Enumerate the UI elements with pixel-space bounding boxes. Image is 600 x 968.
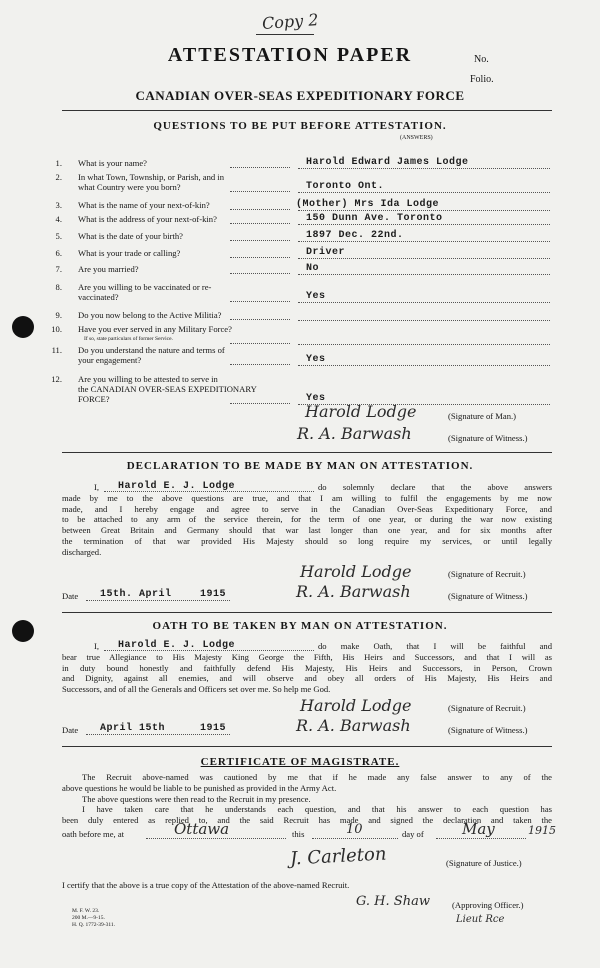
oath-i-label: I,: [94, 641, 100, 651]
paragraph-line: the termination of that war provided His Majesty should so long require my services, or until legally: [62, 536, 552, 546]
question-leader-dots: [230, 403, 290, 404]
officer-rank-note: Lieut Rce: [456, 914, 505, 925]
paragraph-line: I have taken care that he understands each question, and that his answer to each question has: [82, 804, 552, 815]
questions-heading: QUESTIONS TO BE PUT BEFORE ATTESTATION.: [153, 120, 447, 132]
declaration-i-label: I,: [94, 482, 100, 492]
answer-line: [298, 168, 550, 169]
copy-mark-box: [256, 14, 314, 35]
oath-heading: OATH TO BE TAKEN BY MAN ON ATTESTATION.: [152, 620, 448, 632]
question-leader-dots: [230, 223, 290, 224]
signature-of-witness: R. A. Barwash: [297, 424, 412, 443]
declaration-year: 1915: [200, 589, 227, 600]
oath-signature-recruit-label: (Signature of Recruit.): [448, 703, 526, 713]
folio-label: Folio.: [470, 74, 494, 85]
answer-field: 150 Dunn Ave. Toronto: [306, 213, 443, 224]
question-text: Do you understand the nature and terms of: [78, 345, 225, 355]
answer-field: (Mother) Mrs Ida Lodge: [296, 199, 440, 210]
paragraph-line: made, and I hereby engage and agree to serve in the Canadian Over-Seas Expeditionary Force, and: [62, 503, 552, 514]
declaration-signature-recruit: Harold Lodge: [300, 562, 412, 581]
oath-date-label: Date: [62, 725, 79, 735]
question-number: 2.: [55, 172, 62, 182]
declaration-signature-witness-label: (Signature of Witness.): [448, 591, 528, 601]
declaration-date-line: [86, 600, 230, 601]
answer-field: Harold Edward James Lodge: [306, 157, 469, 168]
magistrate-month-line: [436, 838, 526, 839]
answer-field: Yes: [306, 291, 326, 302]
magistrate-heading: CERTIFICATE OF MAGISTRATE.: [200, 756, 400, 768]
magistrate-day-of-label: day of: [402, 829, 424, 839]
question-number: 12.: [51, 374, 62, 384]
answers-label: (ANSWERS): [400, 135, 433, 141]
approving-officer-signature: G. H. Shaw: [356, 894, 430, 909]
justice-signature: J. Carleton: [289, 843, 387, 870]
question-text: FORCE?: [78, 394, 110, 404]
no-label: No.: [474, 54, 489, 65]
question-text: Do you now belong to the Active Militia?: [78, 310, 222, 320]
magistrate-month: May: [462, 820, 495, 838]
question-text: Are you willing to be vaccinated or re-: [78, 282, 212, 292]
question-leader-dots: [230, 319, 290, 320]
magistrate-day-line: [312, 838, 398, 839]
question-number: 4.: [55, 214, 62, 224]
question-text: Have you ever served in any Military Force?: [78, 324, 232, 334]
question-leader-dots: [230, 257, 290, 258]
oath-date-line: [86, 734, 230, 735]
copy-mark: Copy 2: [261, 10, 320, 33]
approving-officer-label: (Approving Officer.): [452, 900, 524, 910]
magistrate-oath-line: oath before me, at: [62, 829, 125, 839]
top-rule: [62, 110, 552, 111]
answer-line: [298, 210, 550, 211]
magistrate-place-line: [146, 838, 286, 839]
question-leader-dots: [230, 301, 290, 302]
answer-field: Toronto Ont.: [306, 181, 385, 192]
declaration-date-value: 15th. April: [100, 589, 172, 600]
rule-after-oath: [62, 746, 552, 747]
question-text: In what Town, Township, or Parish, and in: [78, 172, 224, 182]
question-text: Are you married?: [78, 264, 139, 274]
question-leader-dots: [230, 167, 290, 168]
question-number: 10.: [51, 324, 62, 334]
oath-signature-witness-label: (Signature of Witness.): [448, 725, 528, 735]
oath-signature-witness: R. A. Barwash: [296, 716, 411, 735]
question-number: 5.: [55, 231, 62, 241]
question-text: vaccinated?: [78, 292, 119, 302]
declaration-date-label: Date: [62, 591, 79, 601]
signature-of-man-label: (Signature of Man.): [448, 411, 517, 421]
signature-of-man: Harold Lodge: [305, 402, 417, 421]
question-number: 7.: [55, 264, 62, 274]
magistrate-day: 10: [346, 822, 363, 837]
question-leader-dots: [230, 240, 290, 241]
paragraph-line: Successors, and of all the Generals and Officers set over me. So help me God.: [62, 684, 331, 695]
answer-field: Yes: [306, 393, 326, 404]
footer-form-line-1: M. F. W. 23.: [72, 908, 100, 914]
question-number: 8.: [55, 282, 62, 292]
paragraph-line: to be attached to any arm of the service therein, for the term of one year, or during the war now existing: [62, 514, 552, 525]
oath-signature-recruit: Harold Lodge: [300, 696, 412, 715]
answer-line: [298, 241, 550, 242]
question-text: What is your name?: [78, 158, 147, 168]
punch-hole-top: [12, 316, 34, 338]
paragraph-line: The above questions were then read to the Recruit in my presence.: [82, 793, 311, 804]
magistrate-this-label: this: [292, 829, 305, 839]
question-number: 9.: [55, 310, 62, 320]
question-number: 3.: [55, 200, 62, 210]
answer-line: [298, 224, 550, 225]
question-text: What is your trade or calling?: [78, 248, 181, 258]
paragraph-line: above questions he would be liable to be punished as provided in the Army Act.: [62, 782, 337, 793]
rule-after-declaration: [62, 612, 552, 613]
paragraph-line: discharged.: [62, 546, 102, 557]
declaration-name: Harold E. J. Lodge: [118, 481, 236, 492]
paragraph-line: in duty bound honestly and faithfully defend His Majesty, His Heirs and Successors, in Person, Crown: [62, 662, 552, 673]
oath-date-value: April 15th: [100, 723, 166, 734]
paragraph-line: and Dignity, against all enemies, and will observe and obey all orders of His Majesty, His Heirs and: [62, 673, 552, 684]
question-text: What is the date of your birth?: [78, 231, 184, 241]
paragraph-line: do solemnly declare that the above answers: [318, 482, 552, 492]
question-leader-dots: [230, 273, 290, 274]
question-number: 1.: [55, 158, 62, 168]
answer-field: 1897 Dec. 22nd.: [306, 230, 404, 241]
question-text: your engagement?: [78, 355, 142, 365]
paragraph-line: made by me to the above questions are true, and that I am willing to fulfil the engagements by me now: [62, 492, 552, 503]
declaration-signature-recruit-label: (Signature of Recruit.): [448, 569, 526, 579]
answer-line: [298, 365, 550, 366]
question-leader-dots: [230, 191, 290, 192]
paragraph-line: between Great Britain and Germany should that war last longer than one year, and for six months after: [62, 525, 552, 536]
declaration-heading: DECLARATION TO BE MADE BY MAN ON ATTESTATION.: [126, 460, 474, 472]
paragraph-line: bear true Allegiance to His Majesty King George the Fifth, His Heirs and Successors, and that I will as: [62, 651, 552, 662]
question-leader-dots: [230, 343, 290, 344]
punch-hole-bottom: [12, 620, 34, 642]
rule-after-questions: [62, 452, 552, 453]
question-text: What is the address of your next-of-kin?: [78, 214, 217, 224]
question-number: 11.: [51, 345, 62, 355]
question-text: the CANADIAN OVER-SEAS EXPEDITIONARY: [78, 384, 257, 394]
paragraph-line: The Recruit above-named was cautioned by me that if he made any false answer to any of the: [82, 772, 552, 782]
footer-form-line-2: 200 M.—9-15.: [72, 915, 105, 921]
question-text: Are you willing to be attested to serve in: [78, 374, 218, 384]
justice-signature-label: (Signature of Justice.): [446, 858, 522, 868]
question-leader-dots: [230, 209, 290, 210]
signature-of-witness-label: (Signature of Witness.): [448, 433, 528, 443]
answer-line: [298, 274, 550, 275]
answer-field: Yes: [306, 354, 326, 365]
question-number: 6.: [55, 248, 62, 258]
magistrate-place: Ottawa: [174, 820, 230, 838]
footer-form-line-3: H. Q. 1772-39-311.: [72, 922, 116, 928]
copy-certification-text: I certify that the above is a true copy of the Attestation of the above-named Recruit.: [62, 880, 350, 890]
answer-line: [298, 320, 550, 321]
declaration-signature-witness: R. A. Barwash: [296, 582, 411, 601]
answer-line: [298, 258, 550, 259]
answer-field: Driver: [306, 247, 346, 258]
answer-line: [298, 192, 550, 193]
paragraph-line: do make Oath, that I will be faithful and: [318, 641, 552, 651]
question-text: what Country were you born?: [78, 182, 181, 192]
paragraph-line: been duly entered as replied to, and the said Recruit has made and signed the declaration and taken the: [62, 815, 552, 826]
question-leader-dots: [230, 364, 290, 365]
magistrate-year: 1915: [528, 824, 556, 837]
question-text: What is the name of your next-of-kin?: [78, 200, 210, 210]
form-subtitle: CANADIAN OVER-SEAS EXPEDITIONARY FORCE: [135, 88, 465, 103]
answer-field: No: [306, 263, 320, 274]
answer-line: [298, 302, 550, 303]
oath-year: 1915: [200, 723, 227, 734]
oath-name: Harold E. J. Lodge: [118, 640, 236, 651]
page-title: ATTESTATION PAPER: [167, 44, 413, 66]
answer-line: [298, 344, 550, 345]
question-text: If so, state particulars of former Service.: [84, 336, 173, 342]
